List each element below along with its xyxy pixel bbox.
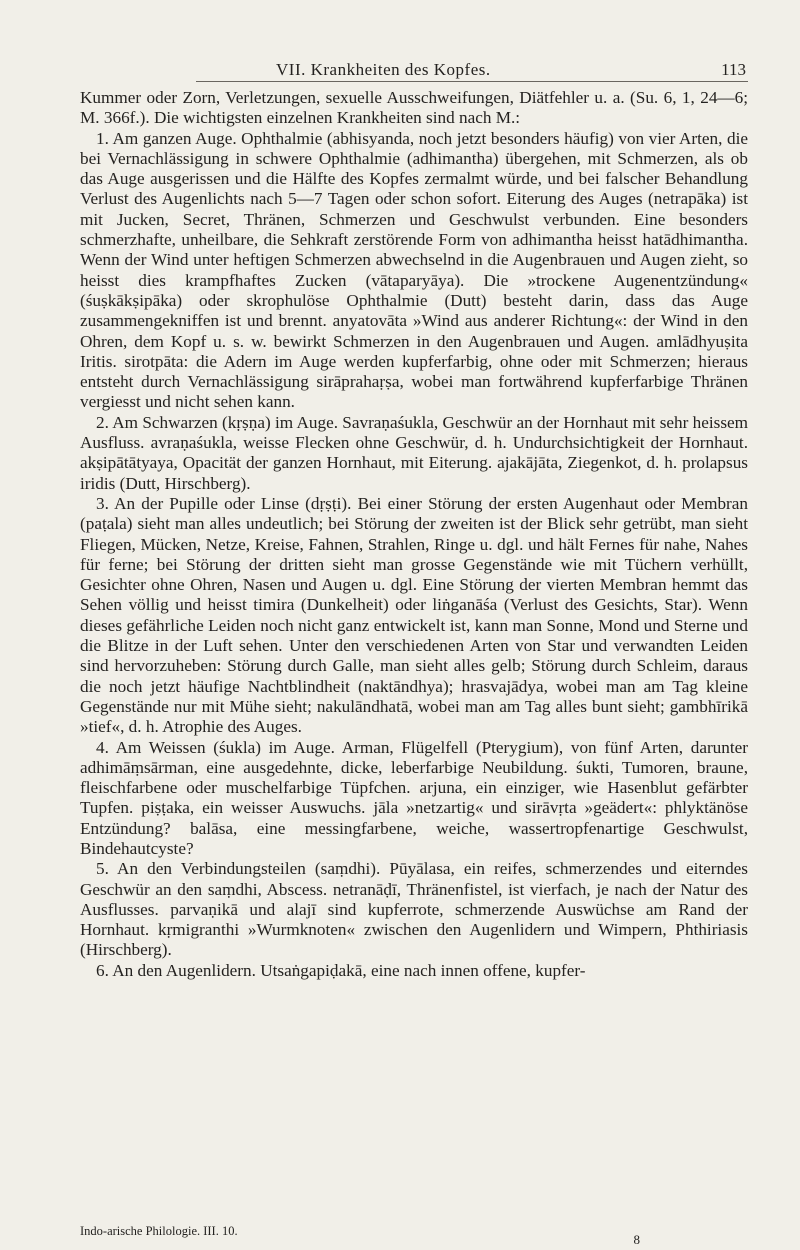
header-rule xyxy=(196,81,748,82)
page-footer xyxy=(80,1222,748,1246)
paragraph-eyelids: 6. An den Augenlidern. Utsaṅgapiḍakā, eine nach innen offene, kupfer- xyxy=(96,960,586,980)
paragraph-white-of-eye: 4. Am Weissen (śukla) im Auge. Arman, Flügelfell (Pterygium), von fünf Arten, darunter adhimāṃsārman, eine ausgedehnte, dicke, leberfarbige Neubildung. śukti, Tumoren, braune, fleischfarbene oder muschelfarbige Tüpfchen. arjuna, ein einziger, wie Hasenblut gefärbter Tupfen. piṣṭaka, ein weisser Auswuchs. jāla »netzartig« und sirāvṛta »geädert«: phlyktänöse Entzündung? balāsa, eine messingfarbene, weiche, wassertropfenartige Geschwulst, Bindehautcyste? xyxy=(80,737,748,858)
paragraph-intro: Kummer oder Zorn, Verletzungen, sexuelle Ausschweifungen, Diätfehler u. a. (Su. 6, 1, 24—6; M. 366f.). Die wichtigsten einzelnen Krankheiten sind nach M.: xyxy=(80,88,748,128)
page-header xyxy=(80,60,748,88)
paragraph-black-of-eye: 2. Am Schwarzen (kṛṣṇa) im Auge. Savraṇaśukla, Geschwür an der Hornhaut mit sehr heissem Ausfluss. avraṇaśukla, weisse Flecken ohne Geschwür, d. h. Undurchsichtigkeit der Hornhaut. akṣipātātyaya, Opacität der ganzen Hornhaut, mit Eiterung. ajakājāta, Ziegenkot, d. h. prolapsus iridis (Dutt, Hirschberg). xyxy=(80,412,748,493)
paragraph-junctions: 5. An den Verbindungsteilen (saṃdhi). Pūyālasa, ein reifes, schmerzendes und eiterndes Geschwür an den saṃdhi, Abscess. netranāḍī, Thränenfistel, ist vierfach, je nach der Natur des Ausflusses. parvaṇikā und alajī sind kupferrote, schmerzende Auswüchse am Rand der Hornhaut. kṛmigranthi »Wurmknoten« zwischen den Augenlidern und Wimpern, Phthiriasis (Hirschberg). xyxy=(80,859,748,960)
page-number: 113 xyxy=(721,60,746,79)
running-head: VII. Krankheiten des Kopfes. xyxy=(276,60,491,79)
signature-mark: 8 xyxy=(633,1232,640,1247)
body-text xyxy=(80,88,748,981)
paragraph-pupil-lens: 3. An der Pupille oder Linse (dṛṣṭi). Bei einer Störung der ersten Augenhaut oder Membran (paṭala) sieht man alles undeutlich; bei Störung der zweiten ist der Blick sehr getrübt, man sieht Fliegen, Mücken, Netze, Kreise, Fahnen, Strahlen, Ringe u. dgl. und hält Fernes für nahe, Nahes für ferne; bei Störung der dritten sieht man grosse Gegenstände wie mit Tüchern verhüllt, Gesichter ohne Ohren, Nasen und Augen u. dgl. Eine Störung der vierten Membran hemmt das Sehen völlig und heisst timira (Dunkelheit) oder liṅganāśa (Verlust des Gesichts, Star). Wenn dieses gefährliche Leiden noch nicht ganz entwickelt ist, kann man Sonne, Mond und Sterne und die Blitze in der Luft sehen. Unter den verschiedenen Arten von Star und verwandten Leiden sind hervorzuheben: Störung durch Galle, man sieht alles gelb; Störung durch Schleim, daraus die noch jetzt häufige Nachtblindheit (naktāndhya); hrasvajādya, wobei man am Tag kleine Gegenstände nur mit Mühe sieht; nakulāndhatā, wobei man am Tag alles bunt sieht; gambhīrikā »tief«, d. h. Atrophie des Auges. xyxy=(80,493,748,737)
series-note: Indo-arische Philologie. III. 10. xyxy=(80,1224,238,1238)
paragraph-whole-eye: 1. Am ganzen Auge. Ophthalmie (abhisyanda, noch jetzt besonders häufig) von vier Arten, die bei Vernachlässigung in schwere Ophthalmie (adhimantha) übergehen, mit Schmerzen, als ob das Auge ausgerissen und die Hälfte des Kopfes zermalmt würde, und bei falscher Behandlung Verlust des Augenlichts nach 5—7 Tagen oder schon sofort. Eiterung des Auges (netrapāka) ist mit Jucken, Secret, Thränen, Schmerzen und Geschwulst verbunden. Eine besonders schmerzhafte, unheilbare, die Sehkraft zerstörende Form von adhimantha heisst hatādhimantha. Wenn der Wind unter heftigen Schmerzen abwechselnd in die Augenbrauen und Augen zieht, so heisst dies krampfhaftes Zucken (vātaparyāya). Die »trockene Augenentzündung« (śuṣkākṣipāka) oder skrophulöse Ophthalmie (Dutt) besteht darin, dass das Auge zusammengekniffen ist und brennt. anyatovāta »Wind aus anderer Richtung«: der Wind in den Ohren, dem Kopf u. s. w. bewirkt Schmerzen in den Augenbrauen und Augen. amlādhyuṣita Iritis. sirotpāta: die Adern im Auge werden kupferfarbig, ohne oder mit Schmerzen; hieraus entsteht durch Vernachlässigung sirāprahaṛṣa, wobei man fortwährend kupferfarbige Thränen vergiesst und nicht sehen kann. xyxy=(80,128,748,412)
